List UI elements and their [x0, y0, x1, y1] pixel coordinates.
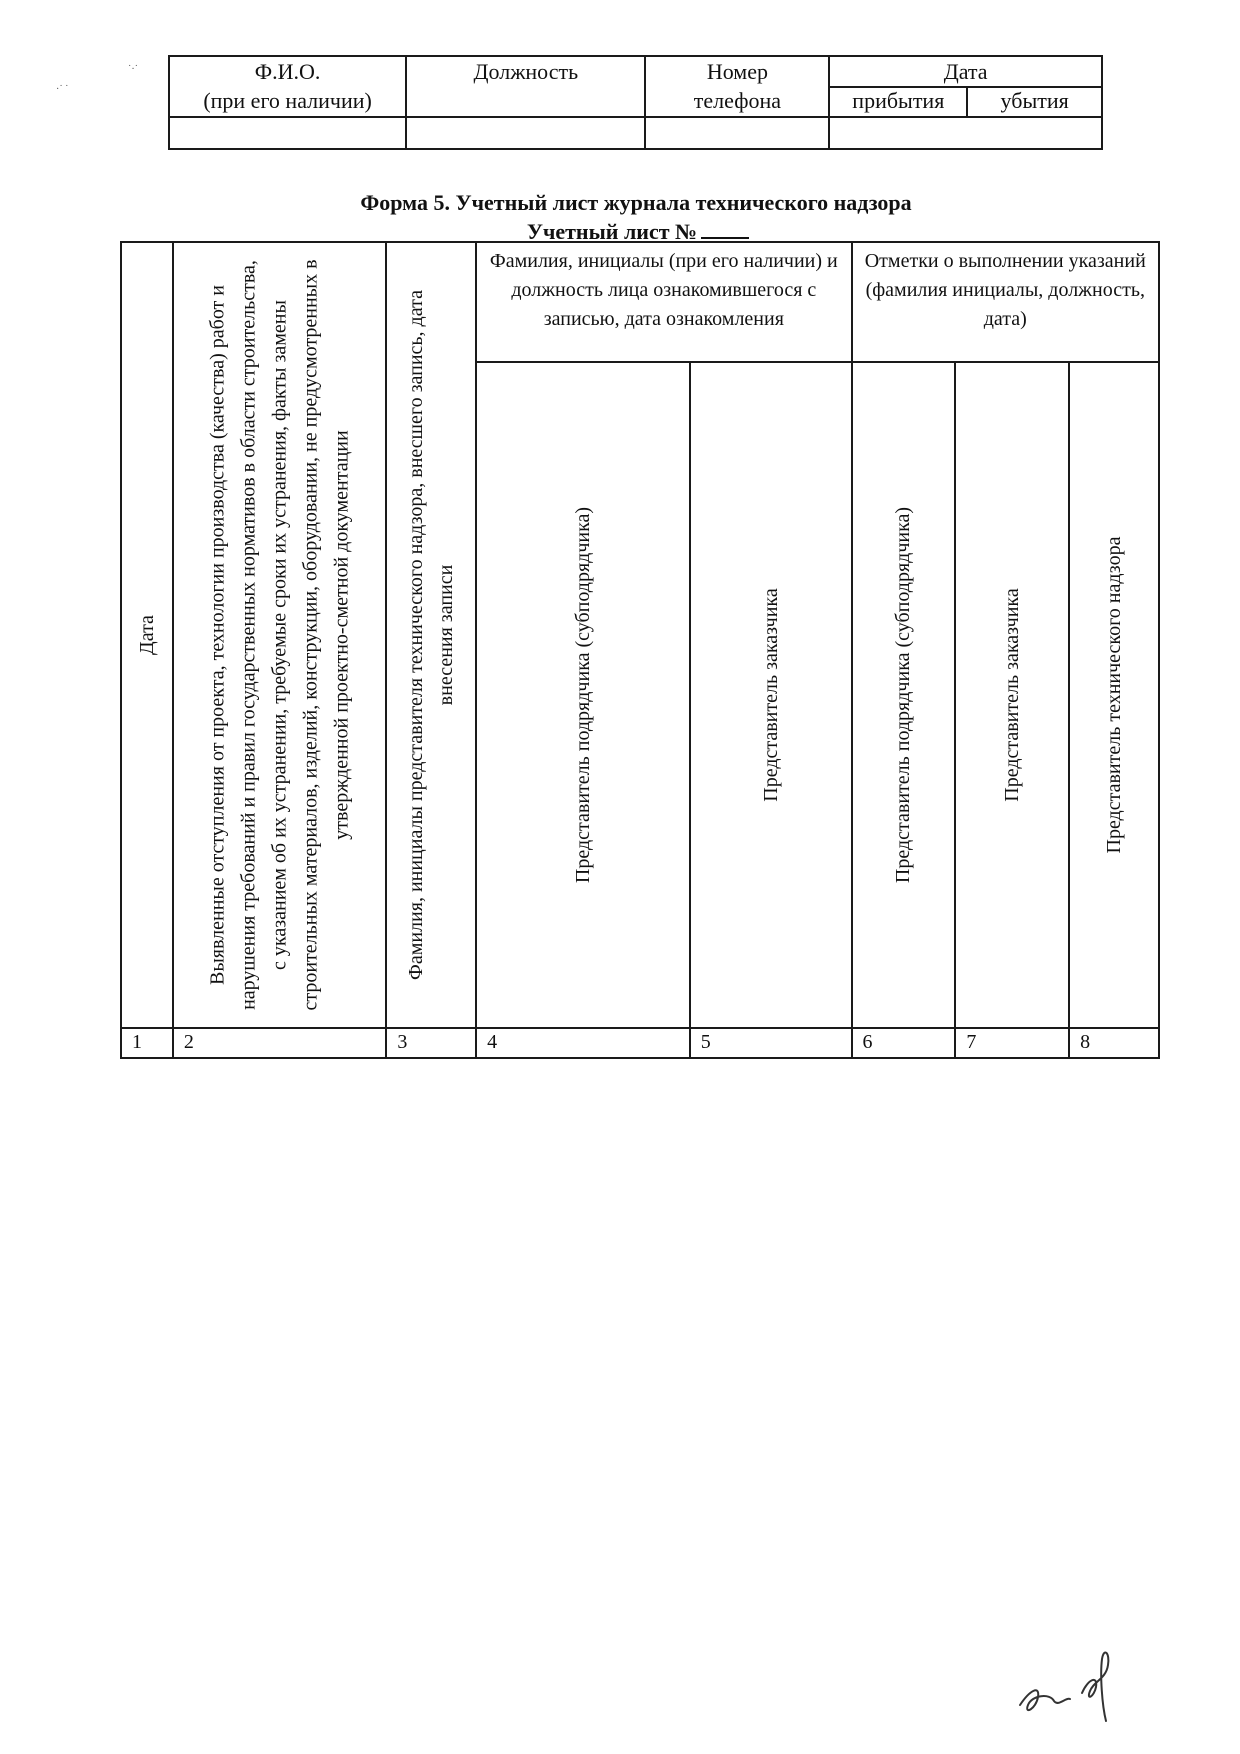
col-date-header — [121, 242, 173, 1028]
fio-header — [169, 56, 406, 117]
col-deviations-header — [173, 242, 386, 1028]
contact-table — [168, 55, 1103, 150]
arrival-label: прибытия — [830, 88, 968, 116]
col-supervisor-text: Фамилия, инициалы представителя технического надзора, внесшего запись, дата внесения записи — [405, 290, 458, 980]
col-deviations-text: Выявленные отступления от проекта, технологии производства (качества) работ и нарушения требований и правил государственных нормативов в области строительства, с указанием об их устранении, требуемые сроки их устранения, факты замены строительных материалов, изделий, конструкции, оборудовании, не предусмотренных в утвержденной проектно-сметной документации — [206, 259, 353, 1011]
phone-header — [645, 56, 829, 117]
date-header — [829, 56, 1102, 87]
col-customer-exec-text: Представитель заказчика — [1001, 588, 1024, 802]
phone-value — [645, 117, 829, 149]
group-acquainted-text: Фамилия, инициалы (при его наличии) и должность лица ознакомившегося с записью, дата ознакомления — [489, 250, 838, 330]
sheet-label: Учетный лист № — [526, 219, 698, 244]
col-contractor-exec-text: Представитель подрядчика (субподрядчика) — [892, 507, 915, 884]
departure-label: убытия — [1000, 88, 1069, 113]
col-contractor-exec-header — [852, 362, 956, 1028]
date-label: Дата — [943, 59, 988, 84]
col-contractor-ack-header — [476, 362, 690, 1028]
scan-speck: ·˙ ˙ — [56, 84, 69, 95]
date-subheaders — [829, 87, 1102, 117]
group-acquainted-header — [476, 242, 851, 362]
col-number: 6 — [852, 1028, 956, 1058]
signature-mark — [1010, 1635, 1150, 1725]
col-date-text: Дата — [135, 615, 158, 655]
form-title: Форма 5. Учетный лист журнала технического надзора — [360, 190, 912, 215]
col-number: 8 — [1069, 1028, 1159, 1058]
position-header — [406, 56, 645, 117]
col-number: 7 — [955, 1028, 1069, 1058]
fio-value — [169, 117, 406, 149]
col-contractor-ack-text: Представитель подрядчика (субподрядчика) — [571, 507, 594, 884]
col-supervision-exec-header — [1069, 362, 1159, 1028]
fio-label: Ф.И.О. — [254, 59, 321, 84]
column-numbers-row — [121, 1028, 1159, 1058]
position-value — [406, 117, 645, 149]
group-execution-text: Отметки о выполнении указаний (фамилия инициалы, должность, дата) — [864, 250, 1146, 330]
phone-label: Номер телефона — [693, 59, 781, 113]
date-value — [829, 117, 1102, 149]
col-customer-exec-header — [955, 362, 1069, 1028]
col-number: 2 — [173, 1028, 386, 1058]
col-number: 1 — [121, 1028, 173, 1058]
col-number: 4 — [476, 1028, 690, 1058]
col-supervision-exec-text: Представитель технического надзора — [1103, 536, 1126, 854]
scan-speck: ˙·˙ — [128, 64, 138, 75]
col-customer-ack-header — [690, 362, 852, 1028]
group-execution-header — [852, 242, 1159, 362]
col-number: 3 — [386, 1028, 476, 1058]
log-table — [120, 241, 1160, 1059]
col-number: 5 — [690, 1028, 852, 1058]
col-customer-ack-text: Представитель заказчика — [759, 588, 782, 802]
sheet-number-blank — [701, 219, 749, 239]
fio-note: (при его наличии) — [203, 88, 372, 113]
position-label: Должность — [473, 59, 579, 84]
col-supervisor-header — [386, 242, 476, 1028]
